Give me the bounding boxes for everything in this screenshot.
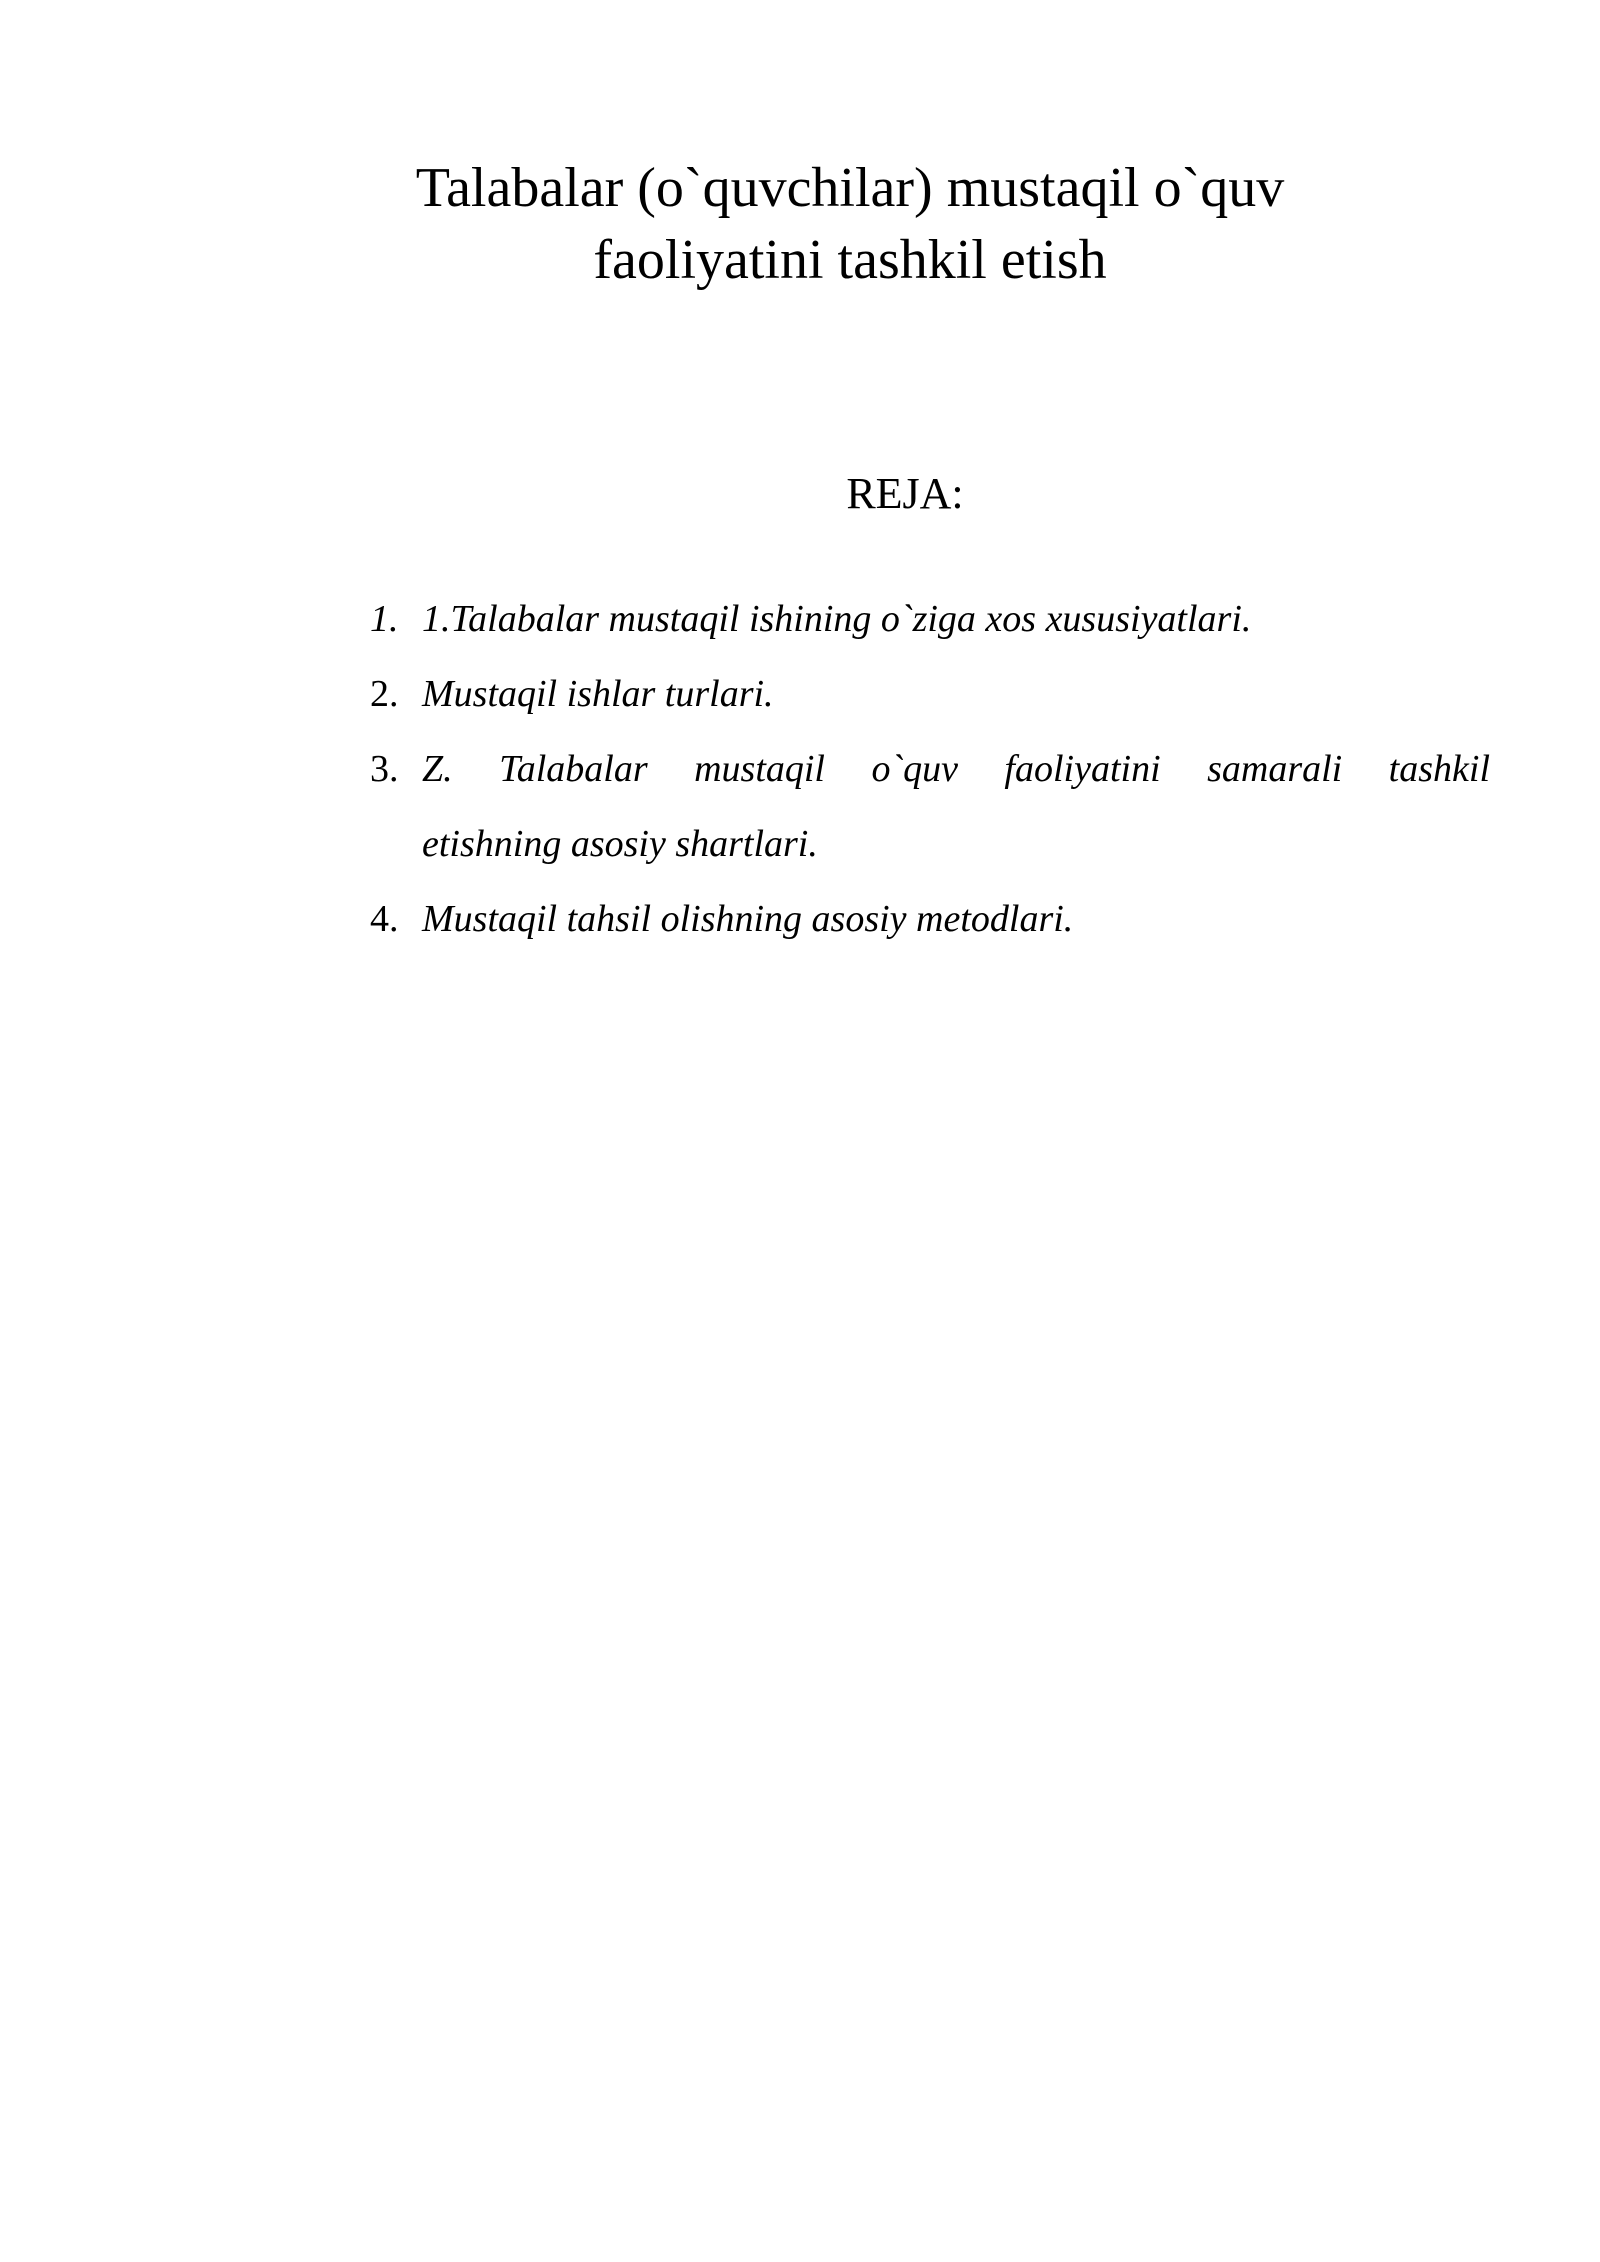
plan-item-number: 2. xyxy=(370,673,399,715)
plan-list xyxy=(370,582,1490,957)
title-line-1: Talabalar (o`quvchilar) mustaqil o`quv xyxy=(415,157,1285,219)
document-title xyxy=(360,152,1340,296)
plan-item-number: 4. xyxy=(370,898,399,940)
plan-item-3 xyxy=(370,732,1490,882)
plan-item-text-line-1: Z. Talabalar mustaqil o`quv faoliyatini samarali tashkil xyxy=(422,748,1490,790)
plan-item-text: 1.Talabalar mustaqil ishining o`ziga xos xususiyatlari. xyxy=(422,598,1252,640)
plan-item-text-line-2: etishning asosiy shartlari. xyxy=(422,823,818,865)
plan-item-number: 1. xyxy=(370,598,399,640)
plan-item-number: 3. xyxy=(370,748,399,790)
plan-item-1 xyxy=(370,582,1490,657)
title-line-2: faoliyatini tashkil etish xyxy=(593,229,1107,291)
plan-item-text: Mustaqil ishlar turlari. xyxy=(422,673,774,715)
plan-item-text: Mustaqil tahsil olishning asosiy metodlari. xyxy=(422,898,1074,940)
plan-heading: REJA: xyxy=(846,469,964,518)
plan-item-2 xyxy=(370,657,1490,732)
plan-item-4 xyxy=(370,882,1490,957)
